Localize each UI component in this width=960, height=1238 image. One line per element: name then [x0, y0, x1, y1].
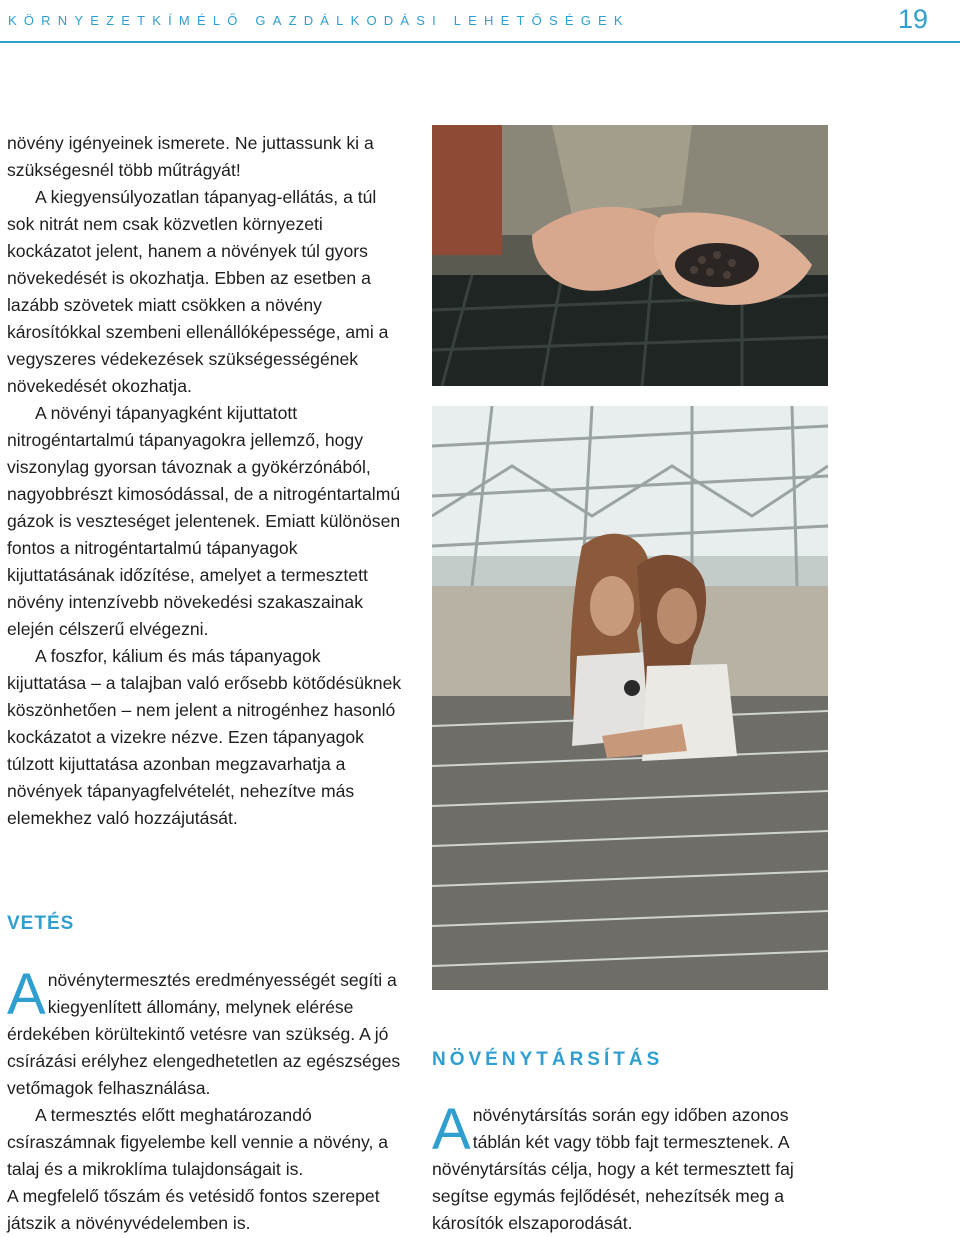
- vetes-first-paragraph: [7, 962, 402, 1102]
- vetes-paragraph: A termesztés előtt meghatározandó csíraszámnak figyelembe kell vennie a növény, a talaj és a mikroklíma tulajdonságait is.: [7, 1105, 389, 1179]
- intro-paragraph: A foszfor, kálium és más tápanyagok kijuttatása – a talajban való erősebb kötődésüknek köszönhetően – nem jelent a nitrogénhez hasonló kockázatot a vizekre nézve. Ezen tápanyagok túlzott kijuttatása azonban megzavarhatja a növények tápanyagfelvételét, nehezítve más elemekhez való hozzájutását.: [7, 646, 402, 828]
- page-number: 19: [897, 4, 928, 34]
- vetes-first-paragraph-text: növénytermesztés eredményességét segíti a kiegyenlített állomány, melynek elérése érdekében körültekintő vetésre van szükség. A jó csírázási erélyhez elengedhetetlen az egészséges vetőmagok felhasználása.: [7, 970, 401, 1098]
- seeds-in-hands-photo: [432, 125, 828, 386]
- vetes-heading: VETÉS: [7, 913, 75, 934]
- header-divider: [0, 41, 960, 43]
- drop-cap: A: [7, 962, 46, 1027]
- vetes-text: [7, 962, 402, 1237]
- intro-text-column: [7, 130, 402, 832]
- running-header: KÖRNYEZETKÍMÉLŐ GAZDÁLKODÁSI LEHETŐSÉGEK: [8, 13, 630, 28]
- novenytarsitas-paragraph-text: növénytársítás során egy időben azonos táblán két vagy több fajt termesztenek. A növénytársítás célja, hogy a két termesztett faj segítse egymás fejlődését, nehezítsék meg a károsítók elszaporodását.: [432, 1105, 794, 1233]
- greenhouse-photo: [432, 406, 828, 990]
- intro-paragraph: növény igényeinek ismerete. Ne juttassunk ki a szükségesnél több műtrágyát!: [7, 133, 374, 180]
- novenytarsitas-heading: NÖVÉNYTÁRSÍTÁS: [432, 1049, 664, 1070]
- novenytarsitas-text: [432, 1097, 827, 1237]
- novenytarsitas-paragraph: [432, 1097, 827, 1237]
- drop-cap: A: [432, 1097, 471, 1162]
- vetes-paragraph: A megfelelő tőszám és vetésidő fontos szerepet játszik a növényvédelemben is.: [7, 1186, 380, 1233]
- intro-paragraph: A növényi tápanyagként kijuttatott nitrogéntartalmú tápanyagokra jellemző, hogy viszonylag gyorsan távoznak a gyökérzónából, nagyobbrészt kimosódással, de a nitrogéntartalmú gázok is veszteséget jelentenek. Emiatt különösen fontos a nitrogéntartalmú tápanyagok kijuttatásának időzítése, amelyet a termesztett növény intenzívebb növekedési szakaszainak elején célszerű elvégezni.: [7, 403, 401, 639]
- intro-paragraph: A kiegyensúlyozatlan tápanyag-ellátás, a túl sok nitrát nem csak közvetlen környezeti kockázatot jelent, hanem a növények túl gyors növekedését is okozhatja. Ebben az esetben a lazább szövetek miatt csökken a növény károsítókkal szembeni ellenállóképessége, ami a vegyszeres védekezések szükségességének növekedését okozhatja.: [7, 187, 389, 396]
